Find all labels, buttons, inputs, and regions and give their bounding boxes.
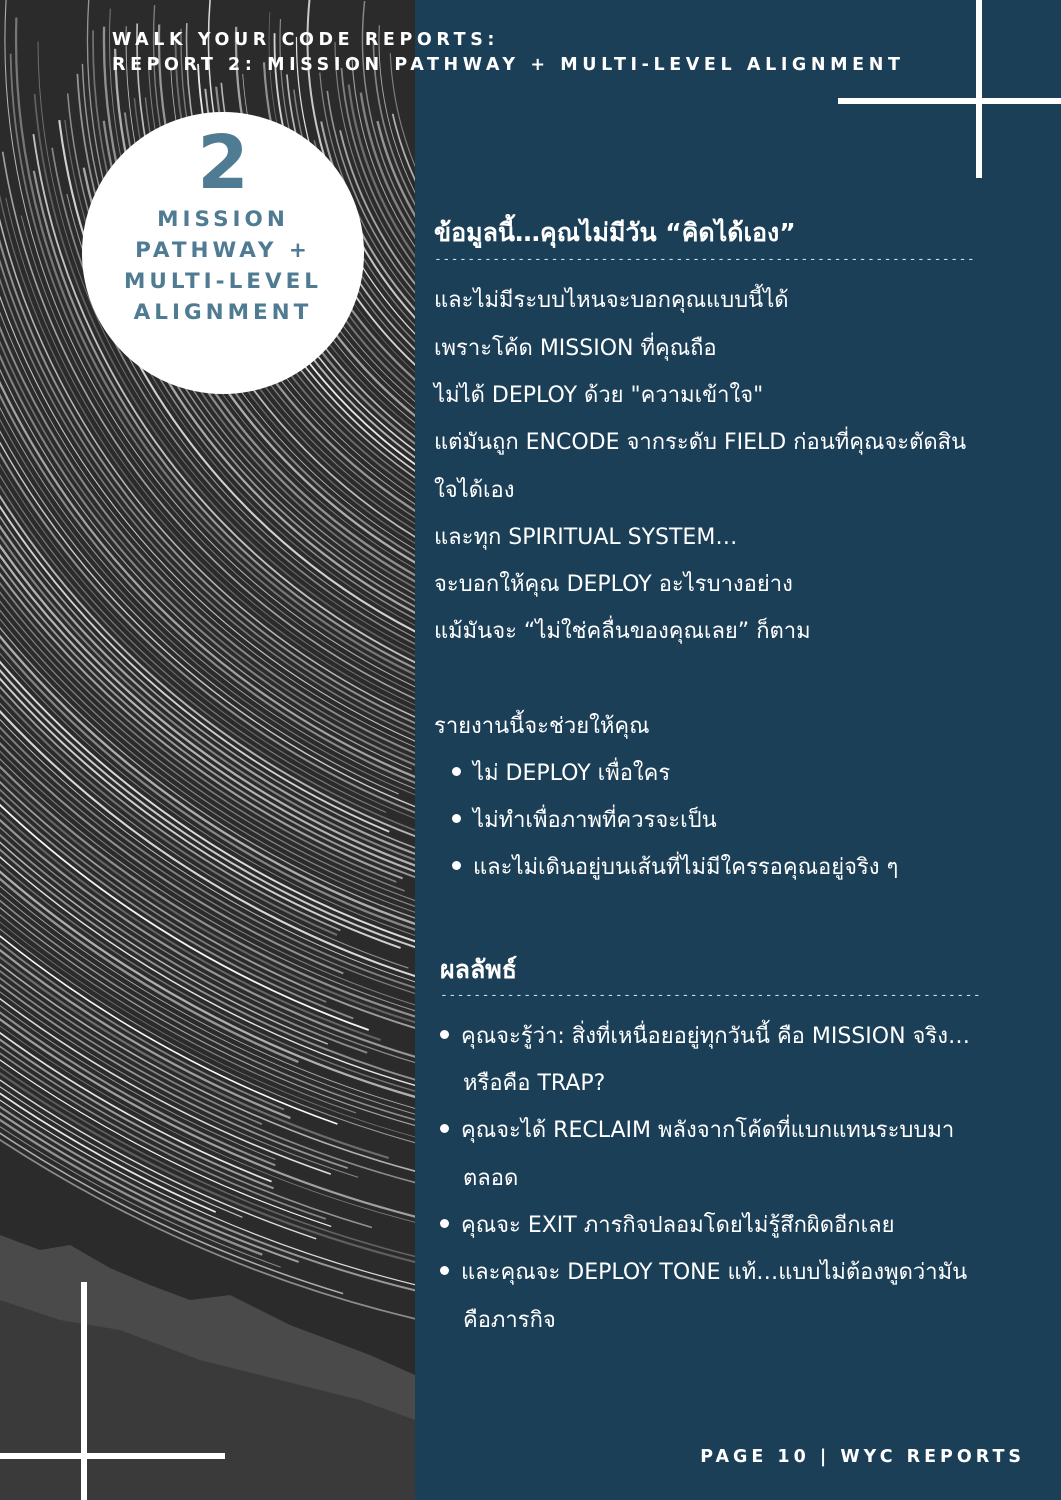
list-item-text: ไม่ DEPLOY เพื่อใคร bbox=[473, 761, 671, 786]
body-line: และทุก SPIRITUAL SYSTEM… bbox=[434, 525, 738, 550]
list-item bbox=[452, 806, 717, 836]
body-line: และไม่มีระบบไหนจะบอกคุณแบบนี้ได้ bbox=[434, 288, 789, 313]
list-item-text: คุณจะได้ RECLAIM พลังจากโค้ดที่แบกแทนระบบมา bbox=[461, 1118, 955, 1143]
badge-title-line: MISSION bbox=[157, 207, 289, 232]
bullet-dot-icon bbox=[452, 814, 461, 823]
section-1-divider: ----------------------------------------------------------------- bbox=[434, 252, 976, 267]
list-item-continuation: หรือคือ TRAP? bbox=[463, 1071, 606, 1096]
list-item bbox=[440, 1022, 970, 1052]
badge-title-line: MULTI-LEVEL bbox=[124, 269, 322, 294]
list-item bbox=[440, 1211, 895, 1241]
header-line-1: WALK YOUR CODE REPORTS: bbox=[112, 30, 500, 50]
body-line: แม้มันจะ “ไม่ใช่คลื่นของคุณเลย” ก็ตาม bbox=[434, 619, 811, 644]
body-line: แต่มันถูก ENCODE จากระดับ FIELD ก่อนที่คุณจะตัดสิน bbox=[434, 430, 967, 455]
cross-bottom-left-vertical bbox=[81, 1282, 87, 1500]
bullet-dot-icon bbox=[452, 767, 461, 776]
badge-title-line: PATHWAY + bbox=[135, 238, 311, 263]
report-header bbox=[112, 28, 905, 78]
section-1-heading: ข้อมูลนี้…คุณไม่มีวัน “คิดได้เอง” bbox=[434, 218, 796, 247]
cross-top-right-vertical bbox=[976, 0, 982, 178]
body-line: เพราะโค้ด MISSION ที่คุณถือ bbox=[434, 336, 717, 361]
body-line: ใจได้เอง bbox=[434, 478, 515, 503]
badge-title-line: ALIGNMENT bbox=[133, 300, 313, 325]
report-badge bbox=[82, 112, 364, 394]
list-item-text: และคุณจะ DEPLOY TONE แท้…แบบไม่ต้องพูดว่ามัน bbox=[461, 1260, 968, 1285]
section-2-heading: ผลลัพธ์ bbox=[440, 955, 518, 984]
report-number: 2 bbox=[197, 120, 249, 206]
list-item-text: และไม่เดินอยู่บนเส้นที่ไม่มีใครรอคุณอยู่จริง ๆ bbox=[473, 855, 899, 880]
list-item-text: ไม่ทำเพื่อภาพที่ควรจะเป็น bbox=[473, 808, 717, 833]
list-item bbox=[452, 759, 670, 789]
bullet-dot-icon bbox=[440, 1266, 449, 1275]
section-2-divider: ----------------------------------------------------------------- bbox=[440, 988, 982, 1003]
bullet-dot-icon bbox=[452, 861, 461, 870]
list-item-text: คุณจะรู้ว่า: สิ่งที่เหนื่อยอยู่ทุกวันนี้ คือ MISSION จริง… bbox=[461, 1024, 970, 1049]
list-item-continuation: ตลอด bbox=[463, 1166, 519, 1191]
list-item bbox=[452, 853, 898, 883]
bullet-dot-icon bbox=[440, 1030, 449, 1039]
bullet-dot-icon bbox=[440, 1219, 449, 1228]
body-line: จะบอกให้คุณ DEPLOY อะไรบางอย่าง bbox=[434, 572, 793, 597]
report-badge-title bbox=[92, 204, 354, 328]
list-item-continuation: คือภารกิจ bbox=[463, 1308, 556, 1333]
list-item-text: คุณจะ EXIT ภารกิจปลอมโดยไม่รู้สึกผิดอีกเลย bbox=[461, 1213, 895, 1238]
page-footer: PAGE 10 | WYC REPORTS bbox=[700, 1447, 1025, 1467]
bullet-dot-icon bbox=[440, 1124, 449, 1133]
section-1-intro: รายงานนี้จะช่วยให้คุณ bbox=[434, 714, 650, 739]
list-item bbox=[440, 1258, 967, 1288]
list-item bbox=[440, 1116, 954, 1146]
cross-bottom-left-horizontal bbox=[0, 1453, 225, 1459]
cross-top-right-horizontal bbox=[838, 98, 1061, 104]
body-line: ไม่ได้ DEPLOY ด้วย "ความเข้าใจ" bbox=[434, 383, 764, 408]
header-line-2: REPORT 2: MISSION PATHWAY + MULTI-LEVEL ALIGNMENT bbox=[112, 55, 905, 75]
